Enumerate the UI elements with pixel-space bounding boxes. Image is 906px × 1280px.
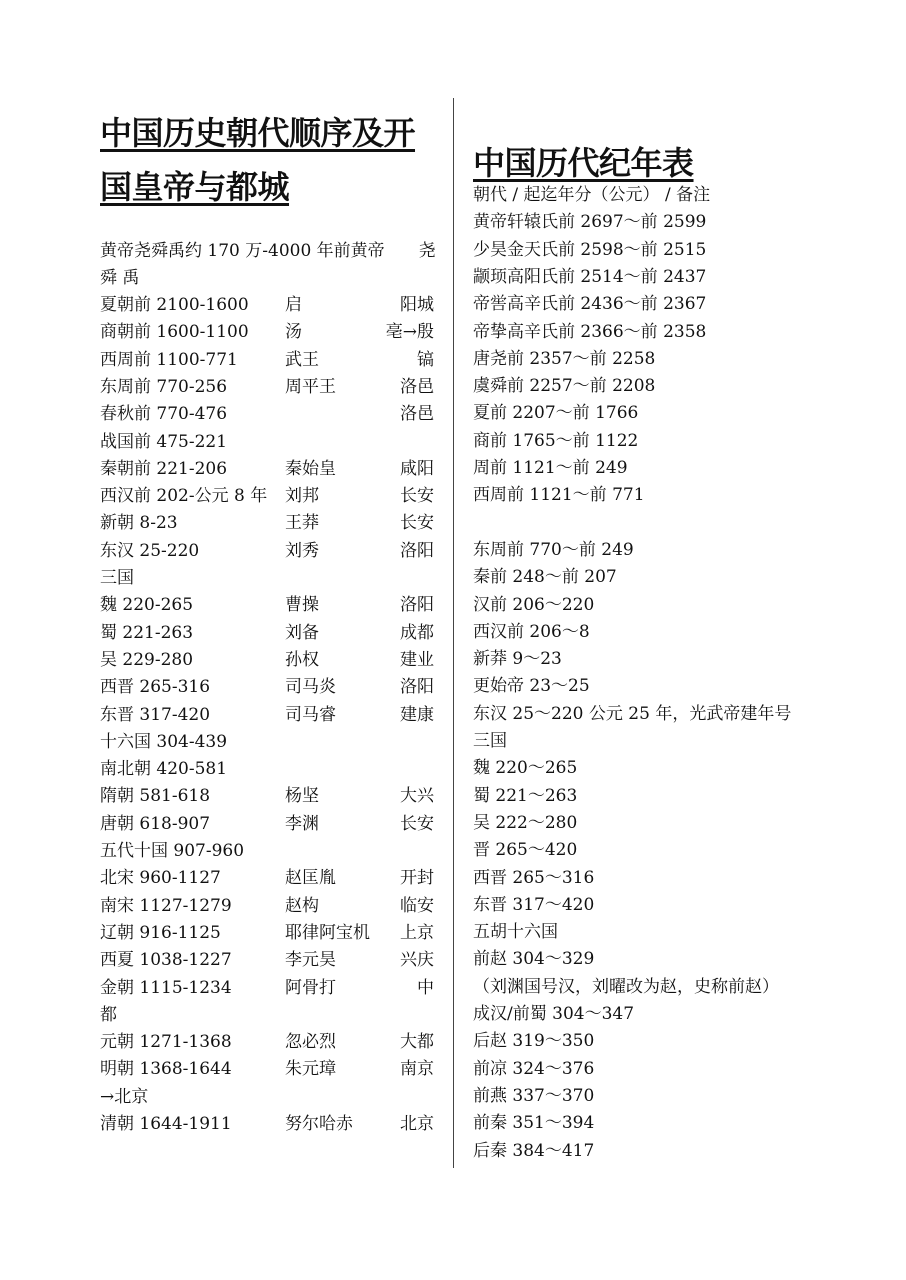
table-row	[100, 292, 434, 319]
dynasty-capital: 长安	[400, 486, 434, 507]
dynasty-period: →北京	[100, 1086, 149, 1107]
dynasty-period: 东周前 770-256	[100, 376, 228, 397]
table-row	[100, 374, 434, 401]
dynasty-founder: 武王	[285, 349, 319, 370]
table-row	[100, 483, 434, 510]
dynasty-period: 南北朝 420-581	[100, 759, 228, 780]
dynasty-capital: 开封	[400, 868, 434, 889]
table-row	[100, 783, 434, 810]
dynasty-capital: 建康	[400, 704, 434, 725]
table-row	[100, 702, 434, 729]
dynasty-period: 唐朝 618-907	[100, 813, 211, 834]
right-title: 中国历代纪年表	[473, 144, 694, 182]
chronology-line: （刘渊国号汉，刘曜改为赵，史称前赵）	[473, 976, 779, 997]
table-row	[100, 647, 434, 674]
dynasty-capital: 亳→殷	[385, 322, 434, 343]
chronology-line: 后秦 384～417	[473, 1140, 595, 1161]
table-row	[100, 838, 434, 865]
dynasty-period: 三国	[100, 568, 134, 588]
dynasty-founder: 耶律阿宝机	[285, 922, 370, 943]
table-row	[100, 1056, 434, 1083]
dynasty-period: 东晋 317-420	[100, 704, 211, 725]
dynasty-founder: 曹操	[285, 595, 319, 616]
dynasty-founder: 孙权	[285, 649, 319, 670]
table-row	[100, 1111, 434, 1138]
chronology-line: 前赵 304～329	[473, 949, 595, 970]
table-row	[100, 538, 434, 565]
table-row	[100, 756, 434, 783]
chronology-line: 汉前 206～220	[473, 594, 595, 615]
table-row	[100, 729, 434, 756]
chronology-line: 吴 222～280	[473, 812, 578, 833]
dynasty-period: 元朝 1271-1368	[100, 1032, 232, 1053]
chronology-line: 唐尧前 2357～前 2258	[473, 348, 656, 369]
dynasty-founder: 周平王	[285, 376, 336, 397]
intro-text-2: 舜 禹	[100, 268, 140, 288]
dynasty-capital: 洛邑	[400, 376, 434, 397]
table-row	[100, 565, 434, 592]
chronology-line: 更始帝 23～25	[473, 676, 590, 697]
dynasty-founder: 刘备	[285, 622, 319, 643]
table-row	[100, 1084, 434, 1111]
dynasty-period: 东汉 25-220	[100, 540, 200, 561]
dynasty-capital: 镐	[417, 349, 434, 370]
dynasty-period: 西汉前 202-公元 8 年	[100, 486, 268, 507]
chronology-line: 虞舜前 2257～前 2208	[473, 376, 656, 397]
dynasty-founder: 刘秀	[285, 540, 319, 561]
dynasty-founder: 司马睿	[285, 704, 336, 725]
chronology-line: 西晋 265～316	[473, 867, 595, 888]
table-row	[100, 319, 434, 346]
dynasty-capital: 北京	[400, 1114, 434, 1134]
dynasty-capital: 洛邑	[400, 404, 434, 425]
chronology-line: 周前 1121～前 249	[473, 458, 628, 478]
dynasty-period: 西晋 265-316	[100, 677, 211, 698]
dynasty-capital: 兴庆	[400, 950, 434, 971]
chronology-line: 前燕 337～370	[473, 1085, 595, 1106]
dynasty-capital: 临安	[400, 895, 434, 916]
chronology-line: 帝挚高辛氏前 2366～前 2358	[473, 321, 707, 342]
chronology-line: 东晋 317～420	[473, 894, 595, 915]
intro-text-1: 黄帝尧舜禹约 170 万-4000 年前黄帝 尧	[100, 241, 436, 261]
dynasty-period: 金朝 1115-1234	[100, 977, 232, 998]
table-row	[100, 893, 434, 920]
chronology-line: 前凉 324～376	[473, 1058, 595, 1079]
chronology-line: 后赵 319～350	[473, 1031, 595, 1052]
dynasty-founder: 忽必烈	[285, 1032, 336, 1053]
dynasty-founder: 秦始皇	[285, 458, 336, 479]
dynasty-capital: 大都	[400, 1032, 434, 1053]
chronology-line: 帝喾高辛氏前 2436～前 2367	[473, 294, 707, 315]
dynasty-period: 辽朝 916-1125	[100, 922, 221, 943]
chronology-line: 蜀 221～263	[473, 785, 578, 806]
table-row	[100, 1029, 434, 1056]
column-divider	[453, 98, 454, 1168]
dynasty-period: 都	[100, 1004, 117, 1025]
table-row	[100, 401, 434, 428]
dynasty-capital: 长安	[400, 813, 434, 834]
dynasty-founder: 启	[285, 295, 302, 315]
table-row	[100, 347, 434, 374]
chronology-line: 三国	[473, 731, 507, 751]
dynasty-capital: 成都	[400, 622, 434, 643]
dynasty-period: 隋朝 581-618	[100, 786, 211, 807]
dynasty-capital: 中	[417, 977, 434, 998]
dynasty-founder: 朱元璋	[285, 1059, 336, 1080]
chronology-line: 晋 265～420	[473, 840, 578, 861]
chronology-line: 夏前 2207～前 1766	[473, 403, 639, 424]
dynasty-founder: 阿骨打	[285, 977, 336, 998]
table-row	[100, 510, 434, 537]
chronology-line: 前秦 351～394	[473, 1113, 595, 1134]
dynasty-founder: 王莽	[285, 513, 319, 534]
chronology-line: 新莽 9～23	[473, 649, 562, 670]
dynasty-founder: 汤	[285, 322, 302, 343]
table-row	[100, 811, 434, 838]
dynasty-capital: 建业	[400, 649, 434, 670]
table-row	[100, 592, 434, 619]
chronology-line: 东汉 25～220 公元 25 年，光武帝建年号	[473, 703, 792, 724]
dynasty-period: 明朝 1368-1644	[100, 1059, 232, 1080]
dynasty-period: 北宋 960-1127	[100, 868, 221, 889]
dynasty-period: 南宋 1127-1279	[100, 895, 232, 916]
chronology-line: 黄帝轩辕氏前 2697～前 2599	[473, 212, 707, 233]
left-title-line2: 国皇帝与都城	[100, 168, 290, 206]
dynasty-founder: 赵构	[285, 895, 319, 916]
dynasty-period: 秦朝前 221-206	[100, 458, 228, 479]
dynasty-period: 夏朝前 2100-1600	[100, 295, 249, 315]
dynasty-period: 战国前 475-221	[100, 431, 228, 452]
dynasty-founder: 努尔哈赤	[285, 1114, 353, 1134]
dynasty-founder: 杨坚	[285, 786, 319, 807]
dynasty-period: 西夏 1038-1227	[100, 950, 232, 971]
table-row	[100, 975, 434, 1002]
dynasty-founder: 赵匡胤	[285, 868, 336, 889]
dynasty-period: 春秋前 770-476	[100, 404, 228, 425]
dynasty-period: 魏 220-265	[100, 595, 194, 616]
dynasty-period: 清朝 1644-1911	[100, 1114, 232, 1134]
dynasty-period: 吴 229-280	[100, 649, 194, 670]
table-row	[100, 456, 434, 483]
dynasty-capital: 洛阳	[400, 595, 434, 616]
dynasty-founder: 刘邦	[285, 486, 319, 507]
chronology-line: 成汉/前蜀 304～347	[473, 1004, 635, 1024]
dynasty-capital: 长安	[400, 513, 434, 534]
dynasty-period: 十六国 304-439	[100, 731, 228, 752]
dynasty-period: 新朝 8-23	[100, 513, 178, 534]
table-row	[100, 620, 434, 647]
dynasty-capital: 南京	[400, 1059, 434, 1080]
intro-line-1	[100, 238, 440, 265]
dynasty-period: 五代十国 907-960	[100, 841, 245, 861]
dynasty-capital: 洛阳	[400, 540, 434, 561]
table-row	[100, 1002, 434, 1029]
table-row	[100, 429, 434, 456]
dynasty-founder: 李渊	[285, 813, 319, 834]
dynasty-capital: 大兴	[400, 786, 434, 807]
dynasty-capital: 阳城	[400, 295, 434, 315]
table-row	[100, 920, 434, 947]
dynasty-period: 商朝前 1600-1100	[100, 322, 249, 343]
chronology-line: 朝代 / 起迄年分（公元） / 备注	[473, 185, 711, 205]
dynasty-period: 蜀 221-263	[100, 622, 194, 643]
dynasty-founder: 司马炎	[285, 677, 336, 698]
chronology-line: 西汉前 206～8	[473, 621, 590, 642]
chronology-line: 魏 220～265	[473, 758, 578, 779]
chronology-line: 西周前 1121～前 771	[473, 485, 645, 506]
table-row	[100, 947, 434, 974]
chronology-line: 东周前 770～前 249	[473, 539, 634, 560]
chronology-line: 颛顼高阳氏前 2514～前 2437	[473, 266, 707, 287]
table-row	[100, 865, 434, 892]
chronology-line: 少昊金天氏前 2598～前 2515	[473, 239, 707, 260]
chronology-line: 秦前 248～前 207	[473, 567, 617, 588]
dynasty-capital: 咸阳	[400, 458, 434, 479]
dynasty-founder: 李元昊	[285, 950, 336, 971]
chronology-line: 商前 1765～前 1122	[473, 430, 639, 451]
table-row	[100, 674, 434, 701]
chronology-line: 五胡十六国	[473, 922, 558, 943]
left-title-line1: 中国历史朝代顺序及开	[100, 114, 416, 152]
dynasty-period: 西周前 1100-771	[100, 349, 238, 370]
dynasty-capital: 上京	[400, 922, 434, 943]
dynasty-capital: 洛阳	[400, 677, 434, 698]
